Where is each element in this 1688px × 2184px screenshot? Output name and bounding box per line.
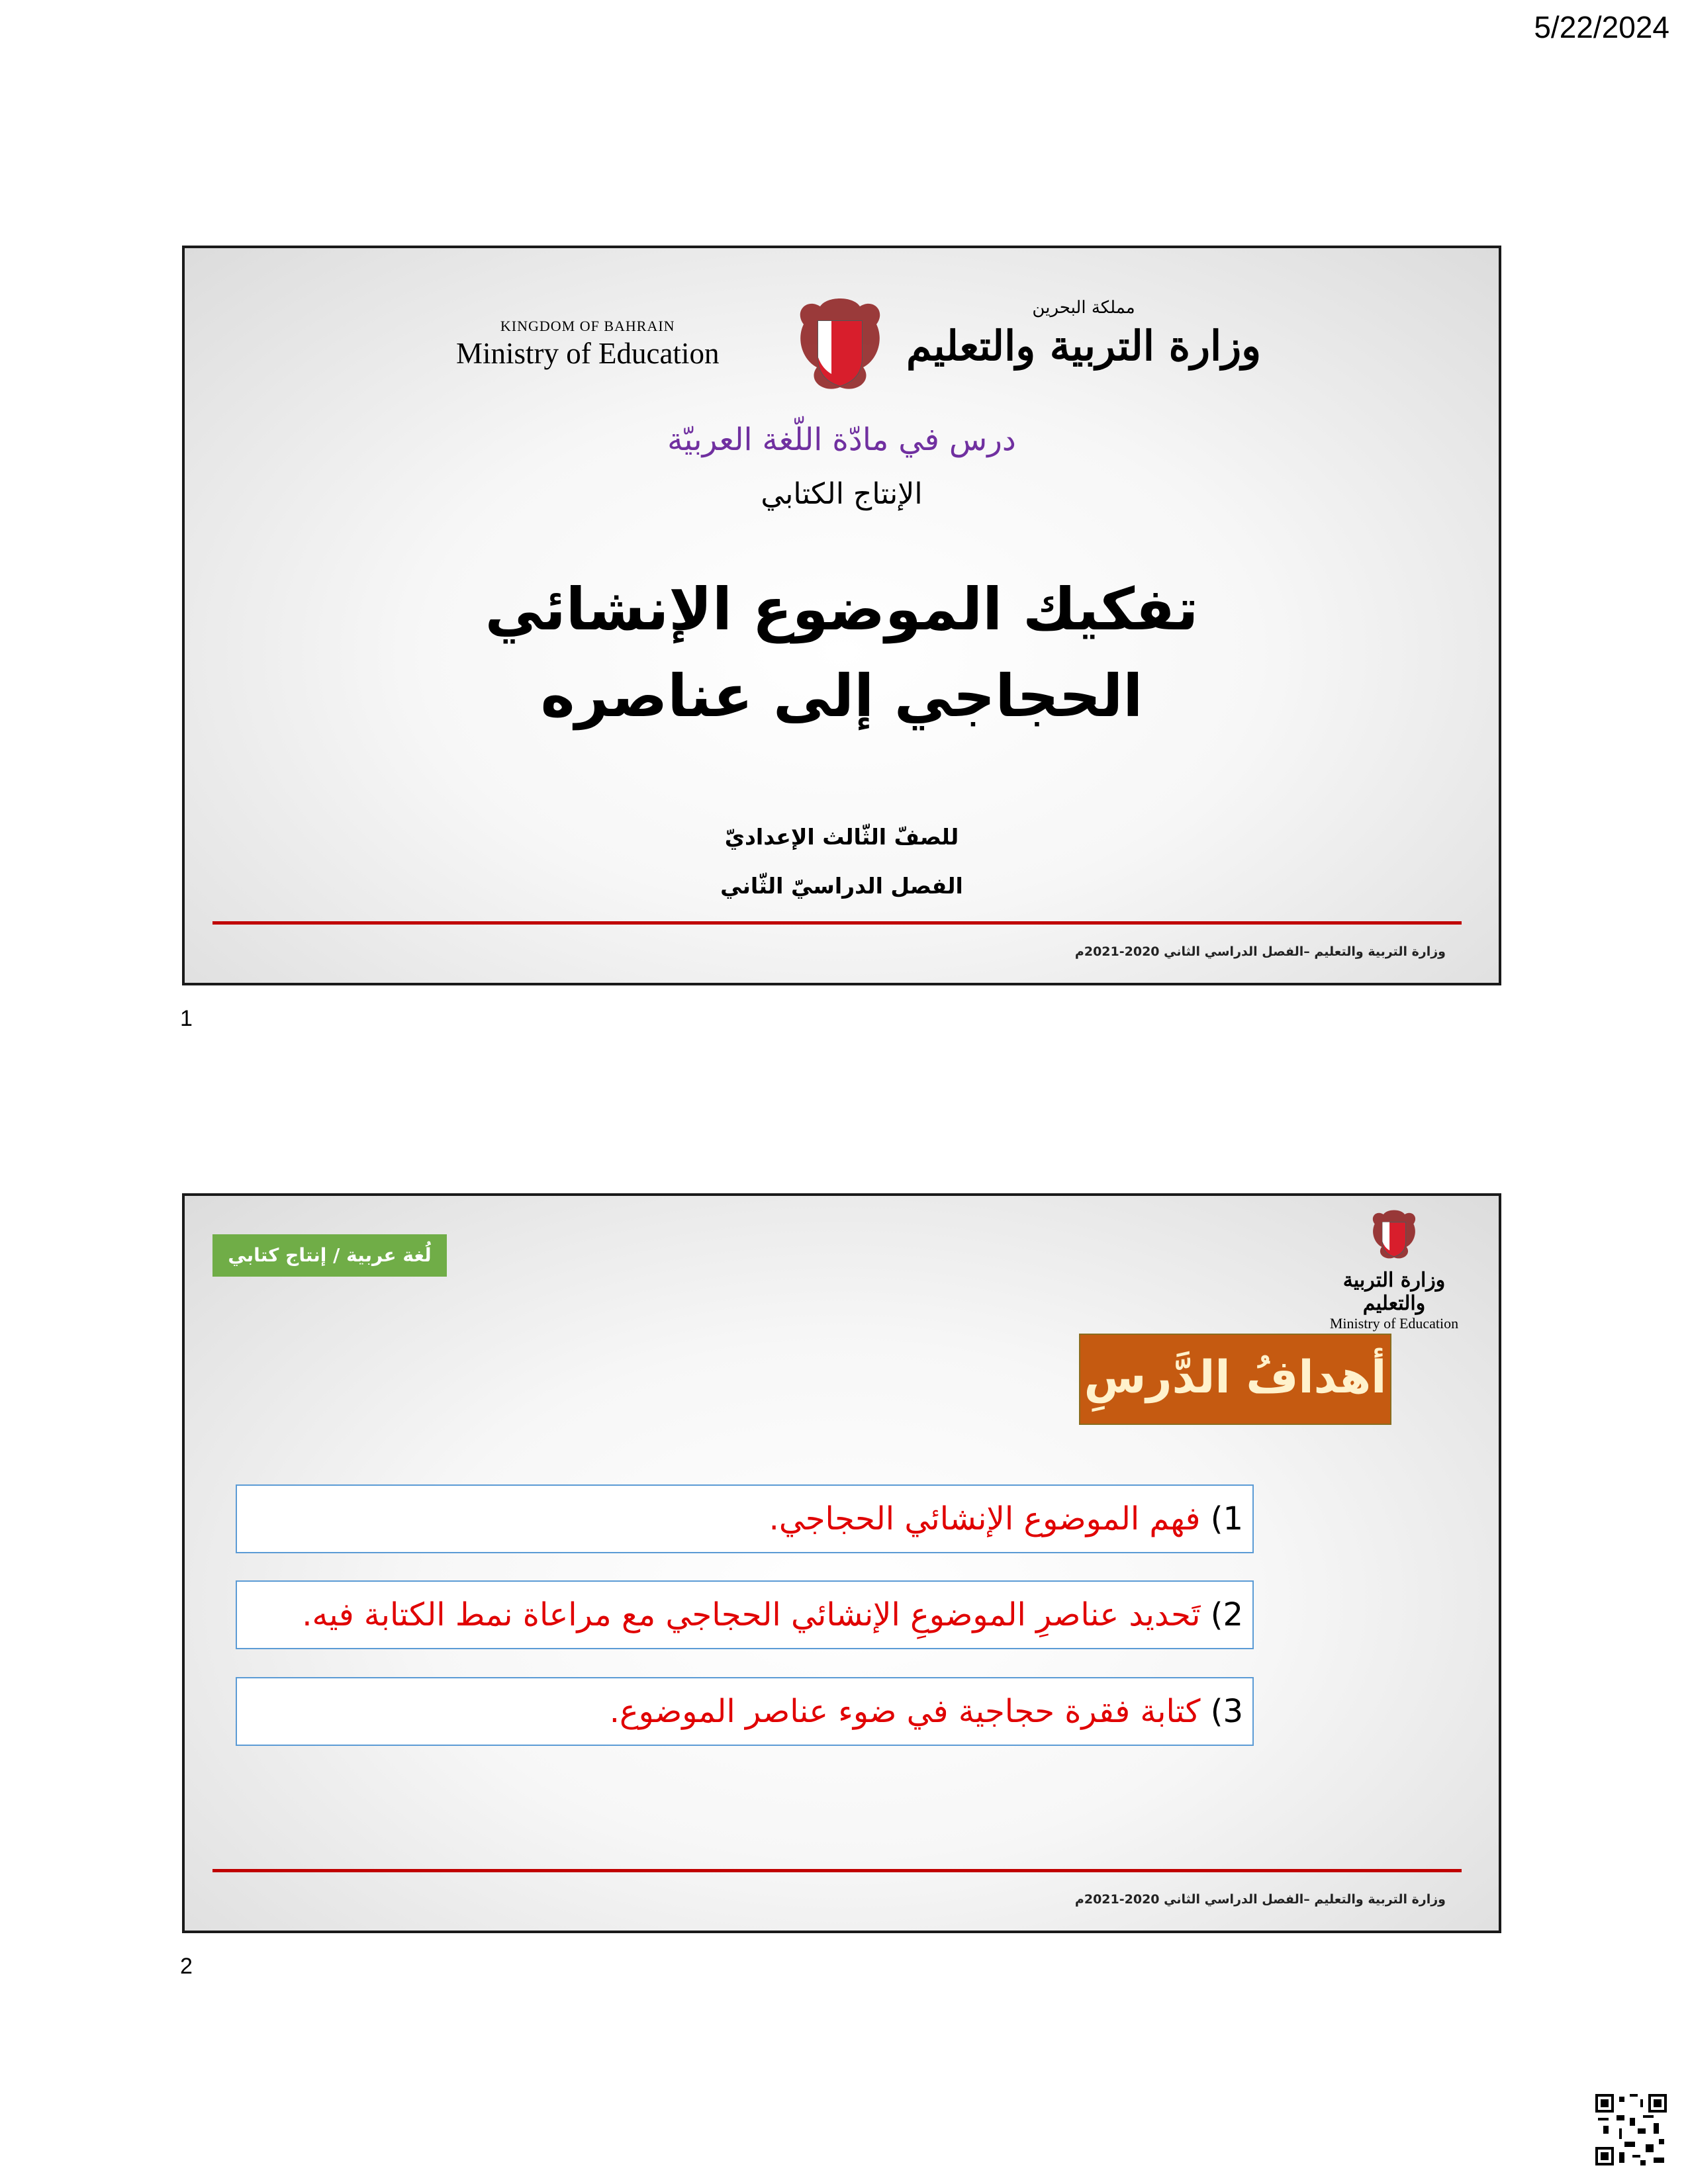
footer-divider [212, 921, 1462, 925]
page-number: 1 [180, 1006, 193, 1031]
goal-item [236, 1677, 1254, 1746]
qr-code-icon [1595, 2094, 1667, 2168]
ministry-logo-arabic [906, 298, 1261, 370]
ministry-name-ar-small: وزارة التربية والتعليم [1342, 1269, 1446, 1315]
ministry-logo-english [456, 318, 719, 371]
lesson-goals-title: أهدافُ الدَّرسِ [1079, 1334, 1391, 1425]
bahrain-emblem-icon [1368, 1208, 1421, 1265]
goal-item [236, 1580, 1254, 1649]
slide-footer: وزارة التربية والتعليم –الفصل الدراسي الثاني 2020-2021م [1074, 1892, 1446, 1907]
goal-number: 3) [1210, 1693, 1243, 1730]
goal-text: كتابة فقرة حجاجية في ضوء عناصر الموضوع. [609, 1693, 1201, 1730]
grade-label: للصفّ الثّالث الإعداديّ [724, 824, 959, 850]
goal-item [236, 1484, 1254, 1553]
slide-2 [182, 1193, 1501, 1933]
ministry-name-en: Ministry of Education [456, 337, 720, 370]
slide-1 [182, 246, 1501, 985]
ministry-name-en-small: Ministry of Education [1329, 1315, 1459, 1332]
lesson-subject: درس في مادّة اللّغة العربيّة [667, 422, 1016, 458]
lesson-title-line2: الحجاجي إلى عناصره [540, 662, 1143, 730]
ministry-name-ar: وزارة التربية والتعليم [906, 322, 1262, 370]
lesson-category: الإنتاج الكتابي [761, 477, 923, 511]
ministry-logo-small [1328, 1208, 1460, 1332]
goal-number: 1) [1210, 1500, 1243, 1537]
bahrain-emblem-icon [790, 295, 890, 403]
goal-text: تَحديد عناصرِ الموضوعِ الإنشائي الحجاجي مع مراعاة نمط الكتابة فيه. [302, 1596, 1201, 1633]
subject-tag: لُغة عربية / إنتاج كتابي [212, 1234, 447, 1277]
kingdom-label: KINGDOM OF BAHRAIN [500, 318, 675, 334]
footer-divider [212, 1869, 1462, 1872]
goal-number: 2) [1210, 1596, 1243, 1633]
kingdom-label-ar: مملكة البحرين [1032, 298, 1135, 318]
goal-text: فهم الموضوع الإنشائي الحجاجي. [769, 1500, 1201, 1537]
semester-label: الفصل الدراسيّ الثّاني [720, 873, 963, 899]
print-date: 5/22/2024 [1534, 10, 1669, 44]
page-number: 2 [180, 1954, 193, 1979]
slide-footer: وزارة التربية والتعليم –الفصل الدراسي الثاني 2020-2021م [1074, 944, 1446, 959]
lesson-title-line1: تفكيك الموضوع الإنشائي [485, 575, 1199, 643]
